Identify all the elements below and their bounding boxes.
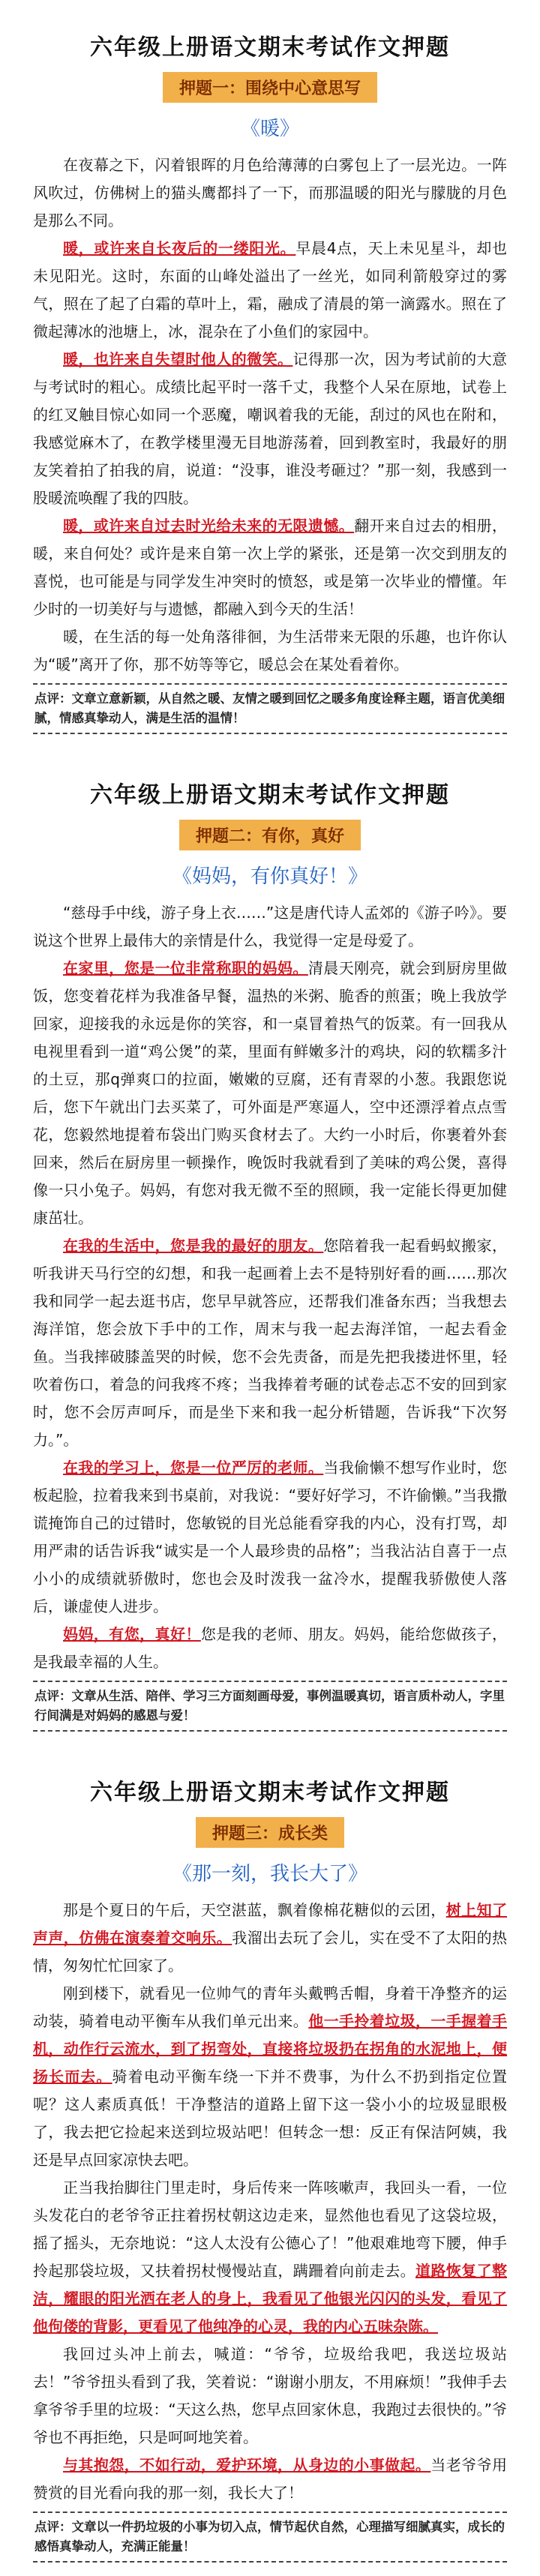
paragraph: 暖，或许来自长夜后的一缕阳光。早晨4点，天上未见星斗，却也未见阳光。这时，东面的山峰处溢出了一丝光，如同利箭般穿过的雾气，照在了起了白霜的草叶上，霜，融成了清晨的第一滴露水。照在了微起薄冰的池塘上，冰，混杂在了小鱼们的家园中。 <box>33 239 507 340</box>
essay-section-3 <box>0 1745 540 2576</box>
paragraph: 暖，也许来自失望时他人的微笑。记得那一次，因为考试前的大意与考试时的粗心。成绩比起平时一落千丈，我整个人呆在原地，试卷上的红叉触目惊心如同一个恶魔，嘲讽着我的无能，刮过的风也在附和，我感觉麻木了，在教学楼里漫无目地游荡着，回到教室时，我最好的朋友笑着拍了拍我的肩，说道：“没事，谁没考砸过？”那一刻，我感到一股暖流唤醒了我的四肢。 <box>33 350 508 507</box>
essay-section-1 <box>0 0 540 748</box>
paragraph: 妈妈，有您，真好！您是我的老师、朋友。妈妈，能给您做孩子，是我最幸福的人生。 <box>33 1625 508 1671</box>
section-header: 六年级上册语文期末考试作文押题 <box>90 34 450 61</box>
essay-title: 《暖》 <box>240 118 299 140</box>
paragraph: 刚到楼下，就看见一位帅气的青年头戴鸭舌帽，身着干净整齐的运动装，骑着电动平衡车从我们单元出来。他一手拎着垃圾，一手握着手机，动作行云流水，到了拐弯处，直接将垃圾扔在拐角的水泥地上，便扬长而去。骑着电动平衡车绕一下并不费事，为什么不扔到指定位置呢？这人素质真低！干净整洁的道路上留下这一袋小小的垃圾显眼极了，我去把它捡起来送到垃圾站吧！但转念一想：反正有保洁阿姨，我还是早点回家凉快去吧。 <box>33 1984 508 2169</box>
paragraph: 在家里，您是一位非常称职的妈妈。清晨天刚亮，就会到厨房里做饭，您变着花样为我准备早餐，温热的米粥、脆香的煎蛋；晚上我放学回家，迎接我的永远是你的笑容，和一桌冒着热气的饭菜。有一回我从电视里看到一道“鸡公煲”的菜，里面有鲜嫩多汁的鸡块，闷的软糯多汁的土豆，那q弹爽口的拉面，嫩嫩的豆腐，还有青翠的小葱。我跟您说后，您下午就出门去买菜了，可外面是严寒逼人，空中还漂浮着点点雪花，您毅然地提着布袋出门购买食材去了。大约一小时后，你裹着外套回来，然后在厨房里一顿操作，晚饭时我就看到了美味的鸡公煲，喜得像一只小兔子。妈妈，有您对我无微不至的照顾，我一定能长得更加健康茁壮。 <box>33 959 508 1227</box>
paragraph: 与其抱怨，不如行动，爱护环境，从身边的小事做起。当老爷爷用赞赏的目光看向我的那一刻，我长大了！ <box>33 2456 508 2502</box>
essay-section-2 <box>0 748 540 1745</box>
paragraph: 我回过头冲上前去，喊道：“爷爷，垃圾给我吧，我送垃圾站去！”爷爷扭头看到了我，笑着说：“谢谢小朋友，不用麻烦！”我伸手去拿爷爷手里的垃圾：“天这么热，您早点回家休息，我跑过去很快的。”爷爷也不再拒绝，只是呵呵地笑着。 <box>33 2345 507 2446</box>
essay-title: 《那一刻，我长大了》 <box>172 1863 368 1885</box>
review-comment: 点评：文章从生活、陪伴、学习三方面刻画母爱，事例温暖真切，语言质朴动人，字里行间满是对妈妈的感恩与爱！ <box>33 1681 507 1732</box>
paragraph: “慈母手中线，游子身上衣……”这是唐代诗人孟郊的《游子吟》。要说这个世界上最伟大的亲情是什么，我觉得一定是母爱了。 <box>33 904 507 949</box>
review-comment: 点评：文章立意新颖，从自然之暖、友情之暖到回忆之暖多角度诠释主题，语言优美细腻，情感真挚动人，满是生活的温情！ <box>33 683 507 734</box>
topic-banner: 押题二：有你，真好 <box>179 820 361 850</box>
paragraph: 正当我抬脚往门里走时，身后传来一阵咳嗽声，我回头一看，一位头发花白的老爷爷正拄着拐杖朝这边走来，显然他也看见了这袋垃圾，摇了摇头，无奈地说：“这人太没有公德心了！”他艰难地弯下腰，伸手拎起那袋垃圾，又扶着拐杖慢慢站直，蹒跚着向前走去。道路恢复了整洁，耀眼的阳光洒在老人的身上，我看见了他银光闪闪的头发，看见了他佝偻的背影，更看见了他纯净的心灵，我的内心五味杂陈。 <box>33 2179 508 2335</box>
paragraph: 暖，在生活的每一处角落徘徊，为生活带来无限的乐趣，也许你认为“暖”离开了你，那不妨等等它，暖总会在某处看着你。 <box>33 628 507 673</box>
review-comment: 点评：文章以一件扔垃圾的小事为切入点，情节起伏自然，心理描写细腻真实，成长的感悟真挚动人，充满正能量！ <box>33 2512 507 2563</box>
paragraph: 在夜幕之下，闪着银晖的月色给薄薄的白雾包上了一层光边。一阵风吹过，仿佛树上的猫头鹰都抖了一下，而那温暖的阳光与朦胧的月色是那么不同。 <box>33 156 507 229</box>
section-header: 六年级上册语文期末考试作文押题 <box>90 1780 450 1806</box>
paragraph: 在我的学习上，您是一位严厉的老师。当我偷懒不想写作业时，您板起脸，拉着我来到书桌前，对我说：“要好好学习，不许偷懒。”当我撒谎掩饰自己的过错时，您敏锐的目光总能看穿我的内心，没有打骂，却用严肃的话告诉我“诚实是一个人最珍贵的品格”；当我沾沾自喜于一点小小的成绩就骄傲时，您也会及时泼我一盆冷水，提醒我骄傲使人落后，谦虚使人进步。 <box>33 1459 508 1615</box>
paragraph: 暖，或许来自过去时光给未来的无限遗憾。翻开来自过去的相册，暖，来自何处？或许是来自第一次上学的紧张，还是第一次交到朋友的喜悦，也可能是与同学发生冲突时的愤怒，或是第一次毕业的懵懂。年少时的一切美好与与遗憾，都融入到今天的生活！ <box>33 517 508 618</box>
paragraph: 在我的生活中，您是我的最好的朋友。您陪着我一起看蚂蚁搬家，听我讲天马行空的幻想，和我一起画着上去不是特别好看的画……那次我和同学一起去逛书店，您早早就答应，还帮我们准备东西；当我想去海洋馆，您会放下手中的工作，周末与我一起去海洋馆，一起去看金鱼。当我摔破膝盖哭的时候，您不会先责备，而是先把我搂进怀里，轻吹着伤口，着急的问我疼不疼；当我捧着考砸的试卷忐忑不安的回到家时，您不会厉声呵斥，而是坐下来和我一起分析错题，告诉我“下次努力。”。 <box>33 1237 508 1449</box>
paragraph: 那是个夏日的午后，天空湛蓝，飘着像棉花糖似的云团，树上知了声声，仿佛在演奏着交响乐。我溜出去玩了会儿，实在受不了太阳的热情，匆匆忙忙回家了。 <box>33 1901 508 1975</box>
section-header: 六年级上册语文期末考试作文押题 <box>90 782 450 808</box>
essay-title: 《妈妈，有你真好！》 <box>172 865 368 888</box>
topic-banner: 押题三：成长类 <box>196 1817 344 1848</box>
topic-banner: 押题一：围绕中心意思写 <box>163 72 377 103</box>
